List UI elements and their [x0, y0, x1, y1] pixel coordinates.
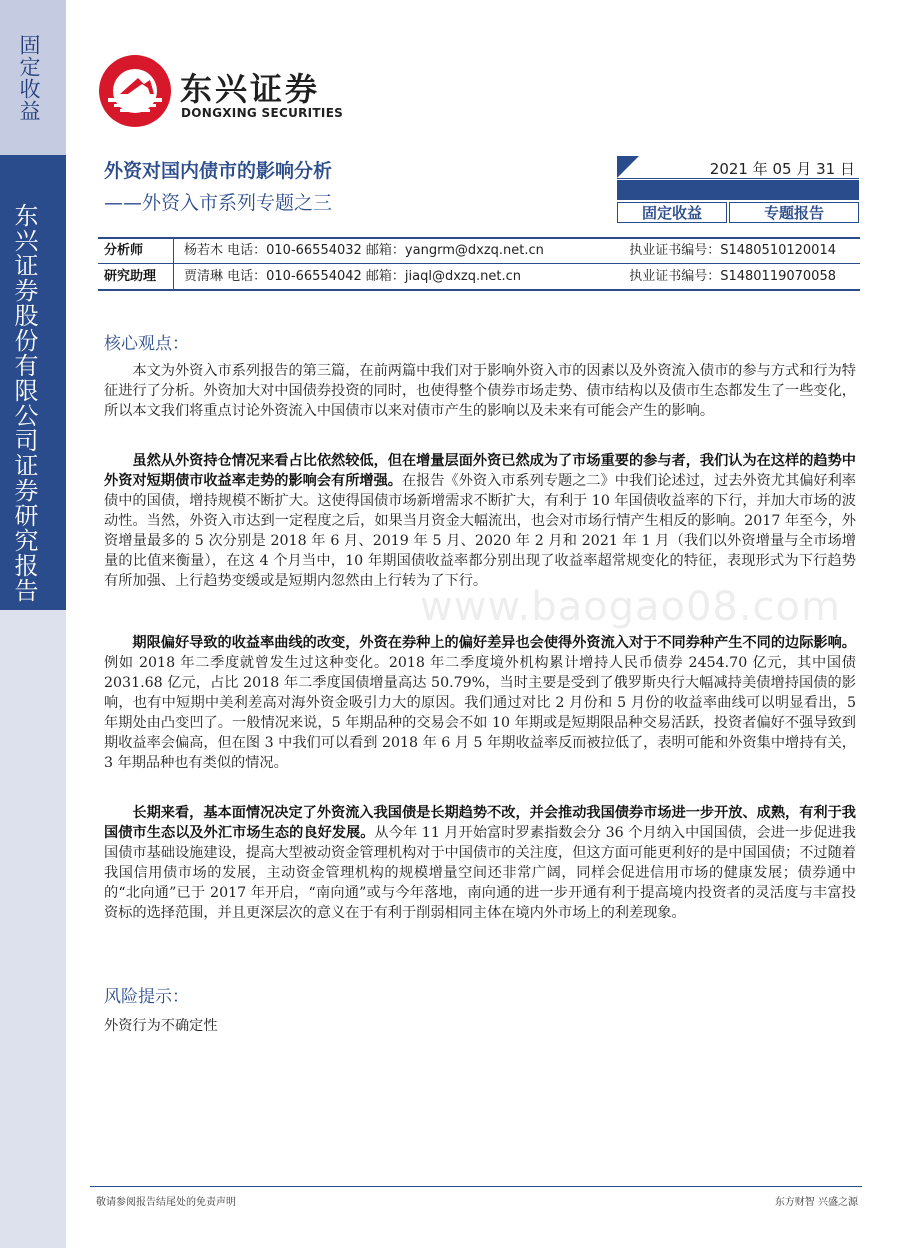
- analyst-cert: 执业证书编号：S1480119070058: [629, 269, 836, 284]
- core-paragraph-4: [104, 803, 856, 923]
- paragraph-body: 在报告《外资入市系列专题之二》中我们论述过，过去外资尤其偏好利率债中的国债，增持规模不断扩大。这使得国债市场新增需求不断扩大，有利于 10 年国债收益率的下行，并加大市场的波动性。当然，外资入市达到一定程度之后，如果当月资金大幅流出，也会对市场行情产生相反的影响。2017 年至今，外资增量最多的 5 次分别是 2018 年 6 月、2019 年 5 月、2020 年 2 月和 2021 年 1 月（我们以外资增量与全市场增量的比值来衡量），在这 4 个月当中，10 年期国债收益率都分别出现了收益率超常规变化的特征，表现形式为下行趋势有所加强、上行趋势变缓或是短期内忽然由上行转为了下行。: [104, 473, 856, 589]
- analyst-row: [98, 264, 860, 290]
- analyst-role: 研究助理: [104, 269, 157, 284]
- footer-disclaimer: 敬请参阅报告结尾处的免责声明: [96, 1197, 236, 1208]
- sidebar: [0, 0, 66, 1248]
- report-title: 外资对国内债市的影响分析: [104, 160, 333, 182]
- sidebar-company-report: 东兴证券股份有限公司证券研究报告: [10, 203, 38, 603]
- tag-report-type: 专题报告: [729, 202, 859, 223]
- paragraph-body: 例如 2018 年二季度就曾发生过这种变化。2018 年二季度境外机构累计增持人民币债券 2454.70 亿元，其中国债 2031.68 亿元，占比 2018 年二季度国债增量高达 50.79%，当时主要是受到了俄罗斯央行大幅减持美债增持国债的影响，也有中短期中美利差高对海外资金吸引力大的原因。我们通过对比 2 月份和 5 月份的收益率曲线可以明显看出，5 年期处由凸变凹了。一般情况来说，5 年期品种的交易会不如 10 年期或是短期限品种交易活跃，投资者偏好不强导致到期收益率会偏高，但在图 3 中我们可以看到 2018 年 6 月 5 年期收益率反而被拉低了，表明可能和外资集中增持有关，3 年期品种也有类似的情况。: [104, 655, 856, 771]
- paragraph-lead: 虽然从外资持仓情况来看占比依然较低，但在增量层面外资已然成为了市场重要的参与者，我们认为在这样的趋势中外资对短期债市收益率走势的影响会有所增强。: [104, 453, 856, 489]
- analyst-role: 分析师: [104, 243, 144, 258]
- footer-rule: [90, 1186, 862, 1187]
- company-logo: [98, 54, 418, 134]
- sidebar-company-band: [0, 155, 66, 610]
- paragraph-lead: 期限偏好导致的收益率曲线的改变，外资在券种上的偏好差异也会使得外资流入对于不同券种产生不同的边际影响。: [132, 635, 856, 651]
- core-paragraph-1: 本文为外资入市系列报告的第三篇，在前两篇中我们对于影响外资入市的因素以及外资流入债市的参与方式和行为特征进行了分析。外资加大对中国债券投资的同时，也使得整个债券市场走势、债市结构以及债市生态都发生了一些变化，所以本文我们将重点讨论外资流入中国债市以来对债市产生的影响以及未来有可能会产生的影响。: [104, 363, 856, 419]
- risk-text: 外资行为不确定性: [104, 1018, 218, 1034]
- paragraph-body: 从今年 11 月开始富时罗素指数会分 36 个月纳入中国国债，会进一步促进我国债市基础设施建设，提高大型被动资金管理机构对于中国债市的关注度，但这方面可能更利好的是中国国债；不过随着我国信用债市场的发展，主动资金管理机构的规模增量空间还非常广阔，同样会促进信用市场的健康发展；债券通中的“北向通”已于 2017 年开启，“南向通”或与今年落地，南向通的进一步开通有利于提高境内投资者的灵活度与丰富投资标的选择范围，并且更深层次的意义在于有利于削弱相同主体在境内外市场上的利差现象。: [104, 825, 856, 921]
- core-paragraph-3: [104, 633, 856, 773]
- date-box: [617, 156, 859, 224]
- paragraph-lead: 长期来看，基本面情况决定了外资流入我国债是长期趋势不改，并会推动我国债券市场进一步开放、成熟，有利于我国债市生态以及外汇市场生态的良好发展。: [104, 805, 856, 841]
- logo-mark-icon: [98, 54, 172, 128]
- date-rule: [617, 178, 859, 179]
- core-views-heading: 核心观点：: [104, 334, 189, 354]
- report-date: 2021 年 05 月 31 日: [709, 160, 855, 178]
- analyst-cert: 执业证书编号：S1480510120014: [629, 243, 836, 258]
- logo-name-cn: 东兴证券: [180, 70, 321, 108]
- watermark: www.baogao08.com: [420, 584, 841, 630]
- logo-name-en: DONGXING SECURITIES: [181, 106, 344, 120]
- risk-heading: 风险提示：: [104, 987, 189, 1007]
- analyst-row: [98, 238, 860, 264]
- sidebar-lower-band: [0, 610, 66, 1248]
- date-band: [617, 180, 859, 200]
- tag-category: 固定收益: [617, 202, 727, 223]
- analyst-contact[interactable]: 杨若木 电话：010-66554032 邮箱：yangrm@dxzq.net.cn: [184, 243, 544, 258]
- sidebar-category-band: [0, 0, 66, 155]
- analyst-contact[interactable]: 贾清琳 电话：010-66554042 邮箱：jiaql@dxzq.net.cn: [184, 269, 521, 284]
- report-subtitle: ——外资入市系列专题之三: [104, 192, 333, 214]
- footer-slogan: 东方财智 兴盛之源: [774, 1197, 858, 1208]
- sidebar-category: 固定收益: [17, 34, 41, 122]
- core-paragraph-2: [104, 451, 856, 591]
- date-corner-triangle: [617, 156, 639, 178]
